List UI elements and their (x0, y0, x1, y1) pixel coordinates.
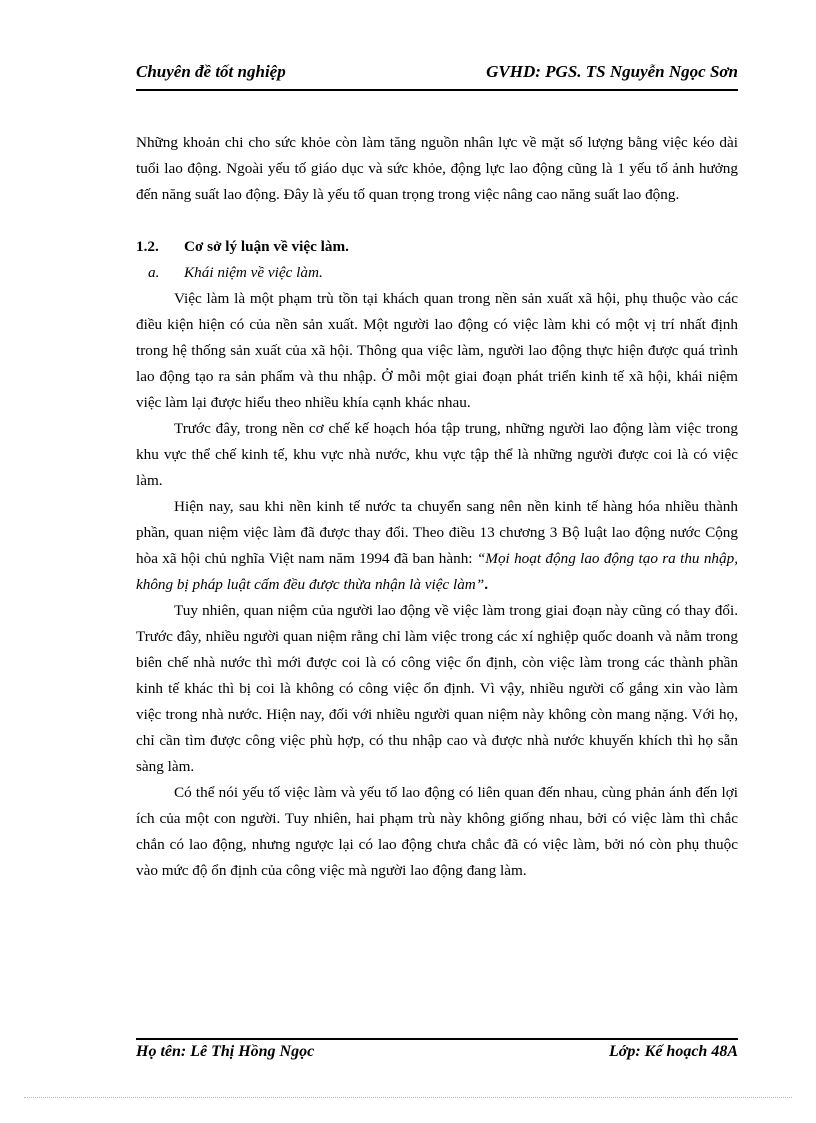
labor-law-quote-end: . (484, 576, 488, 593)
paragraph-worker-perception: Tuy nhiên, quan niệm của người lao động về việc làm trong giai đoạn này cũng có thay đổi. Trước đây, nhiều người quan niệm rằng chỉ làm việc trong các xí nghiệp quốc doanh và nằm trong biên chế nhà nước thì mới được coi là có công việc ổn định, còn việc làm trong các thành phần kinh tế khác thì bị coi là không có công việc ổn định. Vì vậy, nhiều người cố gắng xin vào làm việc trong nhà nước. Hiện nay, đối với nhiều người quan niệm này không còn mang nặng. Với họ, chỉ cần tìm được công việc phù hợp, có thu nhập cao và được nhà nước khuyến khích thì họ sẵn sàng làm. (136, 602, 738, 775)
header-supervisor: GVHD: PGS. TS Nguyễn Ngọc Sơn (486, 62, 738, 81)
subsection-title: Khái niệm về việc làm. (184, 264, 323, 281)
labor-law-quote: “Mọi hoạt động lao động tạo ra thu nhập, không bị pháp luật cấm đều được thừa nhận là việc làm” (136, 550, 738, 593)
document-body (136, 130, 738, 884)
footer-rule (136, 1038, 738, 1040)
paragraph-employment-concept: Việc làm là một phạm trù tồn tại khách quan trong nền sản xuất xã hội, phụ thuộc vào các điều kiện hiện có của nền sản xuất. Một người lao động có việc làm khi có một vị trí nhất định trong hệ thống sản xuất của xã hội. Thông qua việc làm, người lao động thực hiện được quá trình lao động tạo ra sản phẩm và thu nhập. Ở mỗi một giai đoạn phát triển kinh tế xã hội, khái niệm việc làm lại được hiểu theo nhiều khía cạnh khác nhau. (136, 290, 738, 411)
header-rule (136, 89, 738, 91)
page-header (136, 60, 738, 88)
page-footer (136, 1043, 738, 1069)
paragraph-labor-law (136, 494, 738, 598)
paragraph-gap (136, 208, 738, 234)
paragraph-employment-vs-labor: Có thể nói yếu tố việc làm và yếu tố lao động có liên quan đến nhau, cùng phản ánh đến lợi ích của một con người. Tuy nhiên, hai phạm trù này không giống nhau, bởi có việc làm thì chắc chắn có lao động, nhưng ngược lại có lao động chưa chắc đã có việc làm, bởi nó còn phụ thuộc vào mức độ ổn định của công việc mà người lao động đang làm. (136, 784, 738, 879)
footer-class: Lớp: Kế hoạch 48A (608, 1043, 738, 1060)
subsection-number: a. (148, 264, 160, 281)
labor-law-text: Hiện nay, sau khi nền kinh tế nước ta chuyển sang nên nền kinh tế hàng hóa nhiều thành phần, quan niệm việc làm đã được thay đổi. Theo điều 13 chương 3 Bộ luật lao động nước Cộng hòa xã hội chủ nghĩa Việt nam năm 1994 đã ban hành: (136, 498, 738, 567)
footer-author: Họ tên: Lê Thị Hồng Ngọc (136, 1043, 315, 1060)
subsection-heading (136, 260, 738, 286)
section-number: 1.2. (136, 238, 159, 255)
header-report-title: Chuyên đề tốt nghiệp (136, 62, 286, 81)
section-heading (136, 234, 738, 260)
section-title: Cơ sở lý luận về việc làm. (184, 238, 349, 255)
page-break-line (24, 1097, 792, 1098)
paragraph-planned-economy: Trước đây, trong nền cơ chế kế hoạch hóa tập trung, những người lao động làm việc trong khu vực thể chế kinh tế, khu vực nhà nước, khu vực tập thể là những người được coi là có việc làm. (136, 420, 738, 489)
paragraph-health-spending: Những khoản chi cho sức khỏe còn làm tăng nguồn nhân lực về mặt số lượng bằng việc kéo dài tuổi lao động. Ngoài yếu tố giáo dục và sức khỏe, động lực lao động cũng là 1 yếu tố ảnh hưởng đến năng suất lao động. Đây là yếu tố quan trọng trong việc nâng cao năng suất lao động. (136, 134, 738, 203)
